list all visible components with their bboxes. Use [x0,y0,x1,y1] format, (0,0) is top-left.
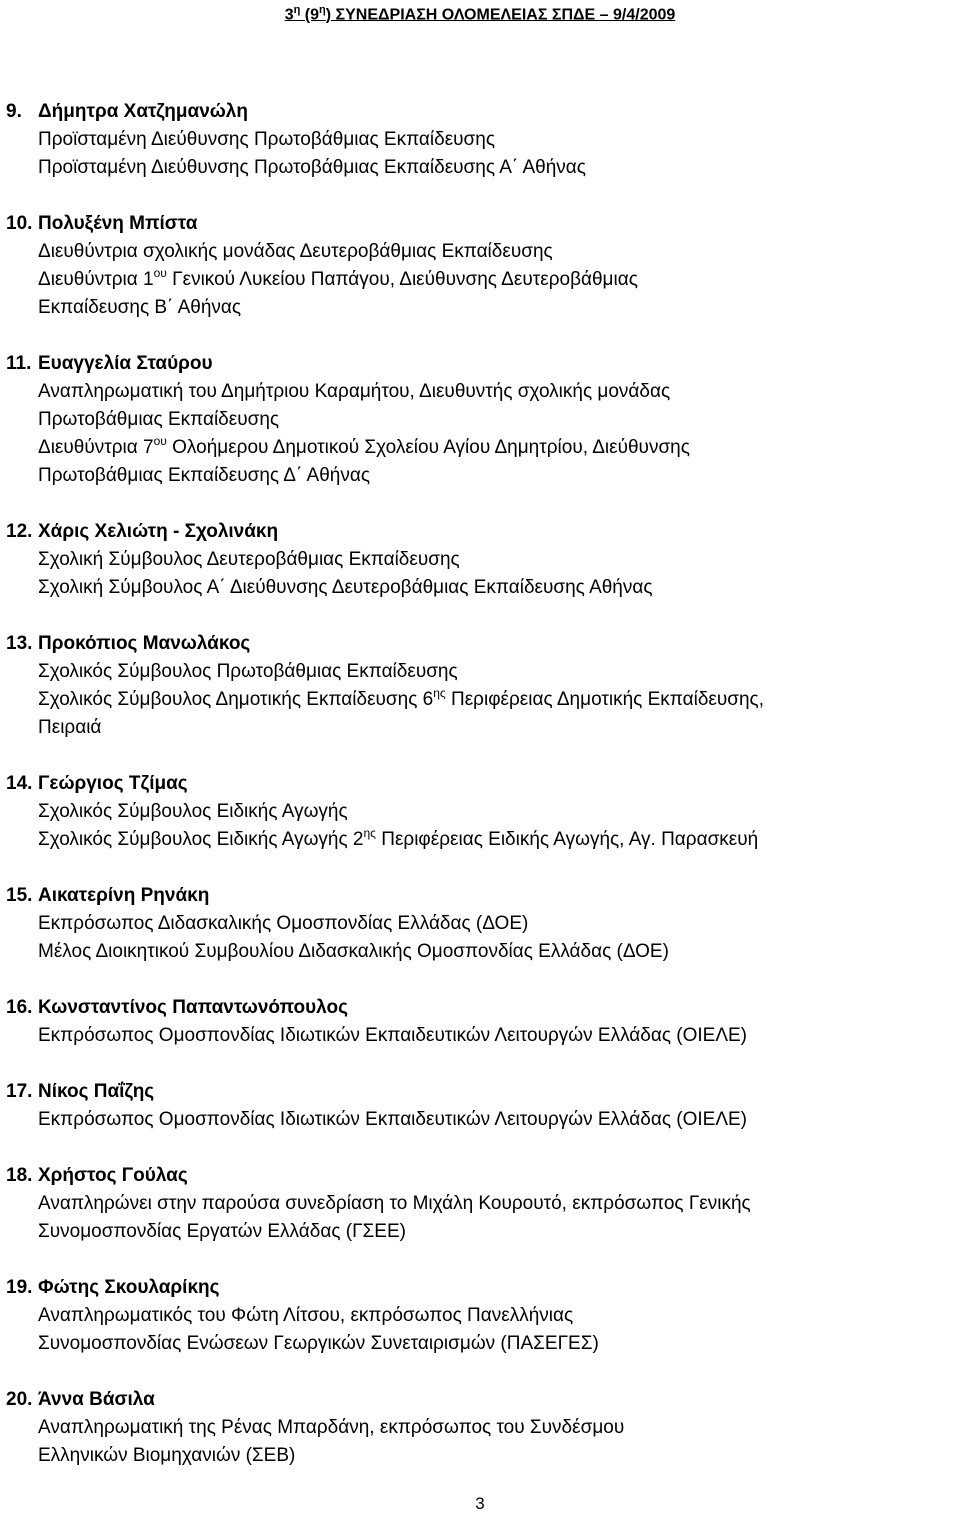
person-name: Προκόπιος Μανωλάκος [38,633,251,654]
item-number: 13. [6,633,33,654]
list-item [0,770,960,854]
person-name: Χρήστος Γούλας [38,1165,188,1186]
role-line: Προϊσταμένη Διεύθυνσης Πρωτοβάθμιας Εκπαίδευσης Α΄ Αθήνας [38,157,586,178]
list-item [0,630,960,742]
role-line: Σχολικός Σύμβουλος Δημοτικής Εκπαίδευσης $6^{\eta\varsigma}$ Περιφέρειας Δημοτικής Εκπαίδευσης, [38,686,764,710]
person-name: Γεώργιος Τζίμας [38,773,188,794]
person-name: Δήμητρα Χατζημανώλη [38,101,248,122]
role-line: Σχολικός Σύμβουλος Ειδικής Αγωγής $2^{\eta\varsigma}$ Περιφέρειας Ειδικής Αγωγής, Αγ. Παρασκευή [38,826,759,850]
item-number: 14. [6,773,33,794]
list-item [0,98,960,182]
list-item [0,994,960,1050]
list-item [0,1274,960,1358]
role-line: Εκπρόσωπος Διδασκαλικής Ομοσπονδίας Ελλάδας (ΔΟΕ) [38,913,529,934]
role-line: Πρωτοβάθμιας Εκπαίδευσης Δ΄ Αθήνας [38,465,370,486]
item-number: 18. [6,1165,33,1186]
item-number: 20. [6,1389,33,1410]
item-number: 12. [6,521,33,542]
person-name: Φώτης Σκουλαρίκης [38,1277,220,1298]
role-line: Πρωτοβάθμιας Εκπαίδευσης [38,409,280,430]
role-line: Ελληνικών Βιομηχανιών (ΣΕΒ) [38,1445,296,1466]
person-name: Κωνσταντίνος Παπαντωνόπουλος [38,997,349,1018]
item-number: 10. [6,213,33,234]
attendee-list [0,98,960,1498]
person-name: Χάρις Χελιώτη - Σχολινάκη [38,521,279,542]
list-item [0,1386,960,1470]
item-number: 11. [6,353,32,374]
item-number: 16. [6,997,33,1018]
role-line: Σχολικός Σύμβουλος Πρωτοβάθμιας Εκπαίδευσης [38,661,458,682]
role-line: Εκπρόσωπος Ομοσπονδίας Ιδιωτικών Εκπαιδευτικών Λειτουργών Ελλάδας (ΟΙΕΛΕ) [38,1025,748,1046]
item-number: 9. [6,101,22,122]
role-line: Σχολική Σύμβουλος Δευτεροβάθμιας Εκπαίδευσης [38,549,460,570]
role-line: Εκπαίδευσης Β΄ Αθήνας [38,297,242,318]
role-line: Διευθύντρια $7^{o\upsilon}$ Ολοήμερου Δημοτικού Σχολείου Αγίου Δημητρίου, Διεύθυνσης [38,434,690,458]
person-name: Αικατερίνη Ρηνάκη [38,885,210,906]
role-line: Εκπρόσωπος Ομοσπονδίας Ιδιωτικών Εκπαιδευτικών Λειτουργών Ελλάδας (ΟΙΕΛΕ) [38,1109,748,1130]
role-line: Πειραιά [38,717,102,738]
role-line: Συνομοσπονδίας Ενώσεων Γεωργικών Συνεταιρισμών (ΠΑΣΕΓΕΣ) [38,1333,599,1354]
item-number: 17. [6,1081,33,1102]
role-line: Αναπληρωματικός του Φώτη Λίτσου, εκπρόσωπος Πανελλήνιας [38,1305,574,1326]
item-number: 19. [6,1277,33,1298]
role-line: Μέλος Διοικητικού Συμβουλίου Διδασκαλικής Ομοσπονδίας Ελλάδας (ΔΟΕ) [38,941,669,962]
person-name: Νίκος Παΐζης [38,1081,155,1102]
person-name: Ευαγγελία Σταύρου [38,353,213,374]
list-item [0,882,960,966]
page-header: $3^\eta$ $(9^\eta)$ ΣΥΝΕΔΡΙΑΣΗ ΟΛΟΜΕΛΕΙΑΣ ΣΠΔΕ – 9/4/2009 [284,4,676,24]
role-line: Διευθύντρια $1^{o\upsilon}$ Γενικού Λυκείου Παπάγου, Διεύθυνσης Δευτεροβάθμιας [38,266,638,290]
list-item [0,1078,960,1134]
role-line: Συνομοσπονδίας Εργατών Ελλάδας (ΓΣΕΕ) [38,1221,406,1242]
page-number: 3 [475,1494,485,1513]
role-line: Αναπληρώνει στην παρούσα συνεδρίαση το Μιχάλη Κουρουτό, εκπρόσωπος Γενικής [38,1193,751,1214]
role-line: Αναπληρωματική της Ρένας Μπαρδάνη, εκπρόσωπος του Συνδέσμου [38,1417,625,1438]
role-line: Διευθύντρια σχολικής μονάδας Δευτεροβάθμιας Εκπαίδευσης [38,241,553,262]
list-item [0,518,960,602]
role-line: Σχολική Σύμβουλος Α΄ Διεύθυνσης Δευτεροβάθμιας Εκπαίδευσης Αθήνας [38,577,653,598]
person-name: Πολυξένη Μπίστα [38,213,198,234]
item-number: 15. [6,885,33,906]
role-line: Προϊσταμένη Διεύθυνσης Πρωτοβάθμιας Εκπαίδευσης [38,129,496,150]
person-name: Άννα Βάσιλα [38,1389,155,1410]
role-line: Σχολικός Σύμβουλος Ειδικής Αγωγής [38,801,348,822]
list-item [0,1162,960,1246]
role-line: Αναπληρωματική του Δημήτριου Καραμήτου, Διευθυντής σχολικής μονάδας [38,381,671,402]
list-item [0,210,960,322]
list-item [0,350,960,490]
